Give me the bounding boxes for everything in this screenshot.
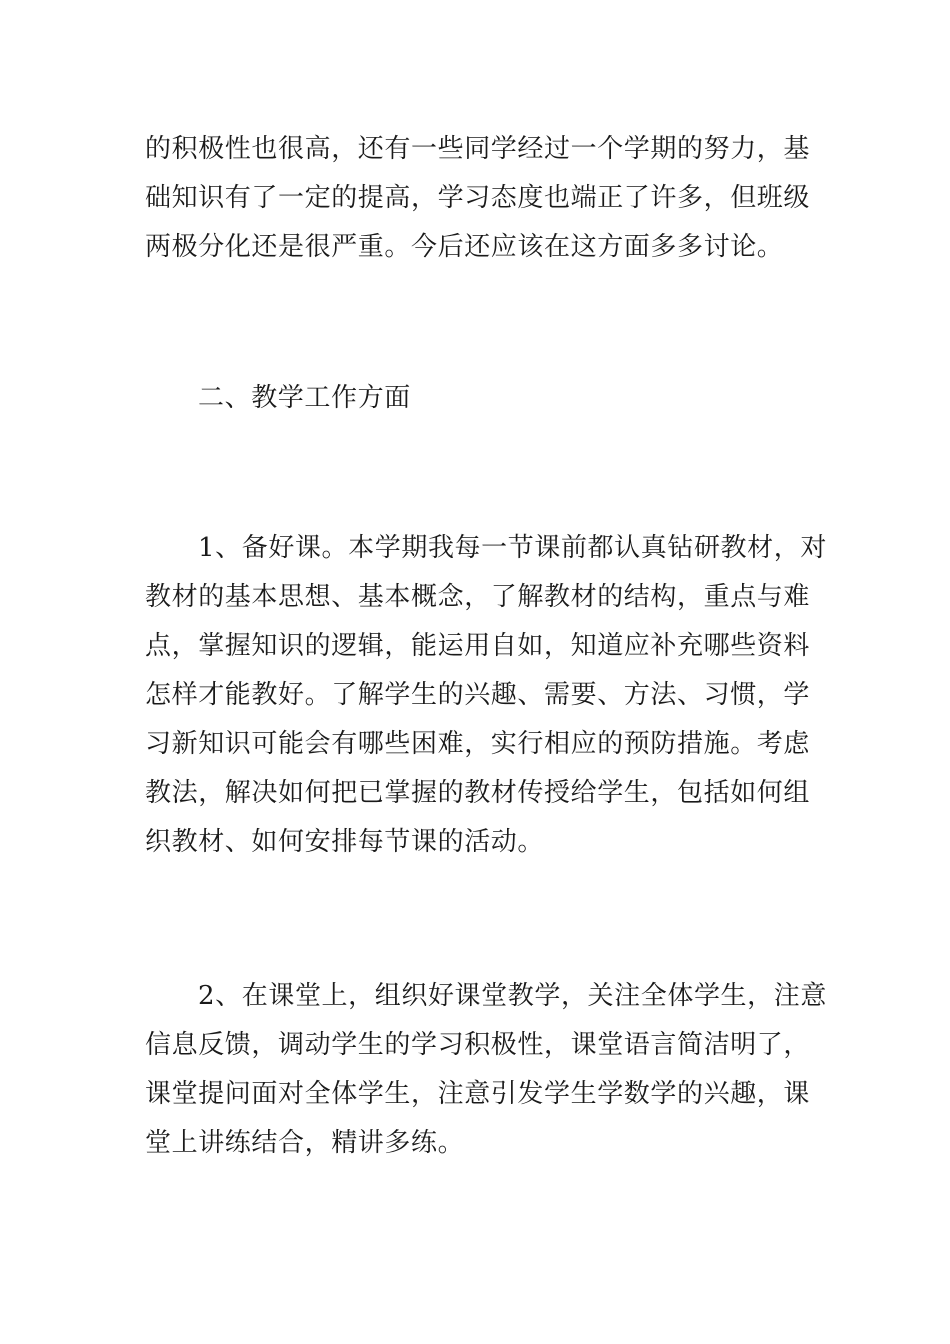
- text-line: 两极分化还是很严重。今后还应该在这方面多多讨论。: [145, 232, 784, 262]
- text-line: 2、在课堂上，组织好课堂教学，关注全体学生，注意: [198, 981, 827, 1011]
- section-heading: 二、教学工作方面: [198, 383, 411, 413]
- text-line: 础知识有了一定的提高，学习态度也端正了许多，但班级: [145, 183, 811, 213]
- text-line: 习新知识可能会有哪些困难，实行相应的预防措施。考虑: [145, 729, 811, 759]
- item-1-paragraph: [145, 524, 827, 867]
- text-line: 教法，解决如何把已掌握的教材传授给学生，包括如何组: [145, 778, 811, 808]
- text-line: 的积极性也很高，还有一些同学经过一个学期的努力，基: [145, 134, 811, 164]
- text-line: 堂上讲练结合，精讲多练。: [145, 1128, 465, 1158]
- text-line: 怎样才能教好。了解学生的兴趣、需要、方法、习惯，学: [145, 680, 811, 710]
- text-line: 点，掌握知识的逻辑，能运用自如，知道应补充哪些资料: [145, 631, 811, 661]
- text-line: 课堂提问面对全体学生，注意引发学生学数学的兴趣，课: [145, 1079, 811, 1109]
- continued-paragraph: [145, 125, 810, 272]
- item-2-paragraph: [145, 972, 827, 1168]
- text-line: 1、备好课。本学期我每一节课前都认真钻研教材，对: [198, 533, 827, 563]
- text-line: 教材的基本思想、基本概念，了解教材的结构，重点与难: [145, 582, 811, 612]
- text-line: 织教材、如何安排每节课的活动。: [145, 827, 545, 857]
- text-line: 信息反馈，调动学生的学习积极性，课堂语言简洁明了，: [145, 1030, 811, 1060]
